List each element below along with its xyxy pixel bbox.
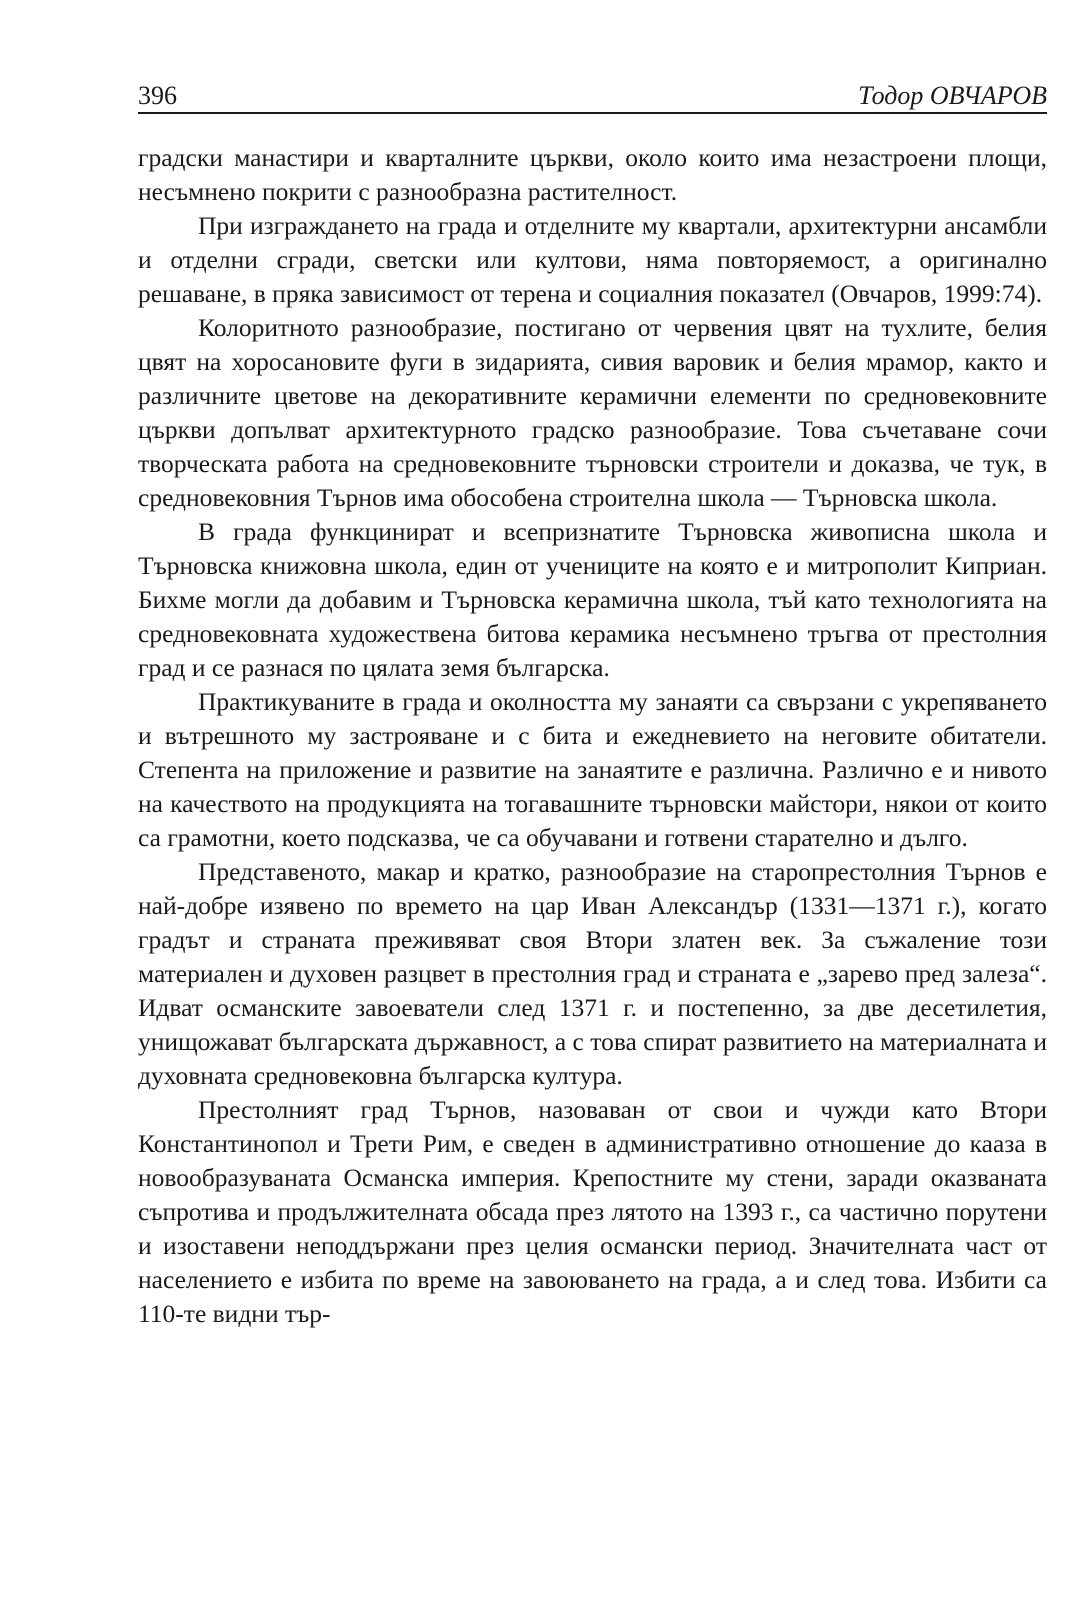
paragraph: Колоритното разнообразие, постигано от червения цвят на тухлите, белия цвят на хоросановите фуги в зидарията, сивия варовик и белия мрамор, както и различните цветове на декоративните керамични елементи по средновековните църкви допълват архитектурното градско разнообразие. Това съчетаване сочи творческата работа на средновековните търновски строители и доказва, че тук, в средновековния Търнов има обособена строителна школа — Търновска школа.	[138, 313, 1047, 512]
paragraph: Престолният град Търнов, назоваван от свои и чужди като Втори Константинопол и Трети Рим, е сведен в административно отношение до кааза в новообразуваната Османска империя. Крепостните му стени, заради оказваната съпротива и продължителната обсада през лятото на 1393 г., са частично порутени и изоставени неподдържани през целия османски период. Значителната част от населението е избита по време на завоюването на града, а и след това. Избити са 110-те видни тър-	[138, 1095, 1047, 1328]
paragraph: Представеното, макар и кратко, разнообразие на старопрестолния Търнов е най-добре изявено по времето на цар Иван Александър (1331—1371 г.), когато градът и страната преживяват своя Втори златен век. За съжаление този материален и духовен разцвет в престолния град и страната е „зарево пред залеза“. Идват османските завоеватели след 1371 г. и постепенно, за две десетилетия, унищожават българската държавност, а с това спират развитието на материалната и духовната средновековна българска култура.	[138, 857, 1047, 1090]
paragraph: При изграждането на града и отделните му квартали, архитектурни ансамбли и отделни сгради, светски или култови, няма повторяемост, а оригинално решаване, в пряка зависимост от терена и социалния показател (Овчаров, 1999:74).	[138, 211, 1047, 308]
page-number: 396	[138, 81, 177, 110]
page	[138, 72, 1047, 1331]
paragraph: градски манастири и кварталните църкви, около които има незастроени площи, несъмнено покрити с разнообразна растителност.	[138, 143, 1047, 206]
paragraph: В града функцинират и всепризнатите Търновска живописна школа и Търновска книжовна школа, един от учениците на която е и митрополит Киприан. Бихме могли да добавим и Търновска керамична школа, тъй като технологията на средновековната художествена битова керамика несъмнено тръгва от престолния град и се разнася по цялата земя българска.	[138, 517, 1047, 682]
page-header	[138, 72, 1047, 114]
body-text	[138, 141, 1047, 1331]
running-title: Тодор ОВЧАРОВ	[858, 81, 1047, 110]
paragraph: Практикуваните в града и околността му занаяти са свързани с укрепяването и вътрешното му застрояване и с бита и ежедневието на неговите обитатели. Степента на приложение и развитие на занаятите е различна. Различно е и нивото на качеството на продукцията на тогавашните търновски майстори, някои от които са грамотни, което подсказва, че са обучавани и готвени старателно и дълго.	[138, 687, 1047, 852]
